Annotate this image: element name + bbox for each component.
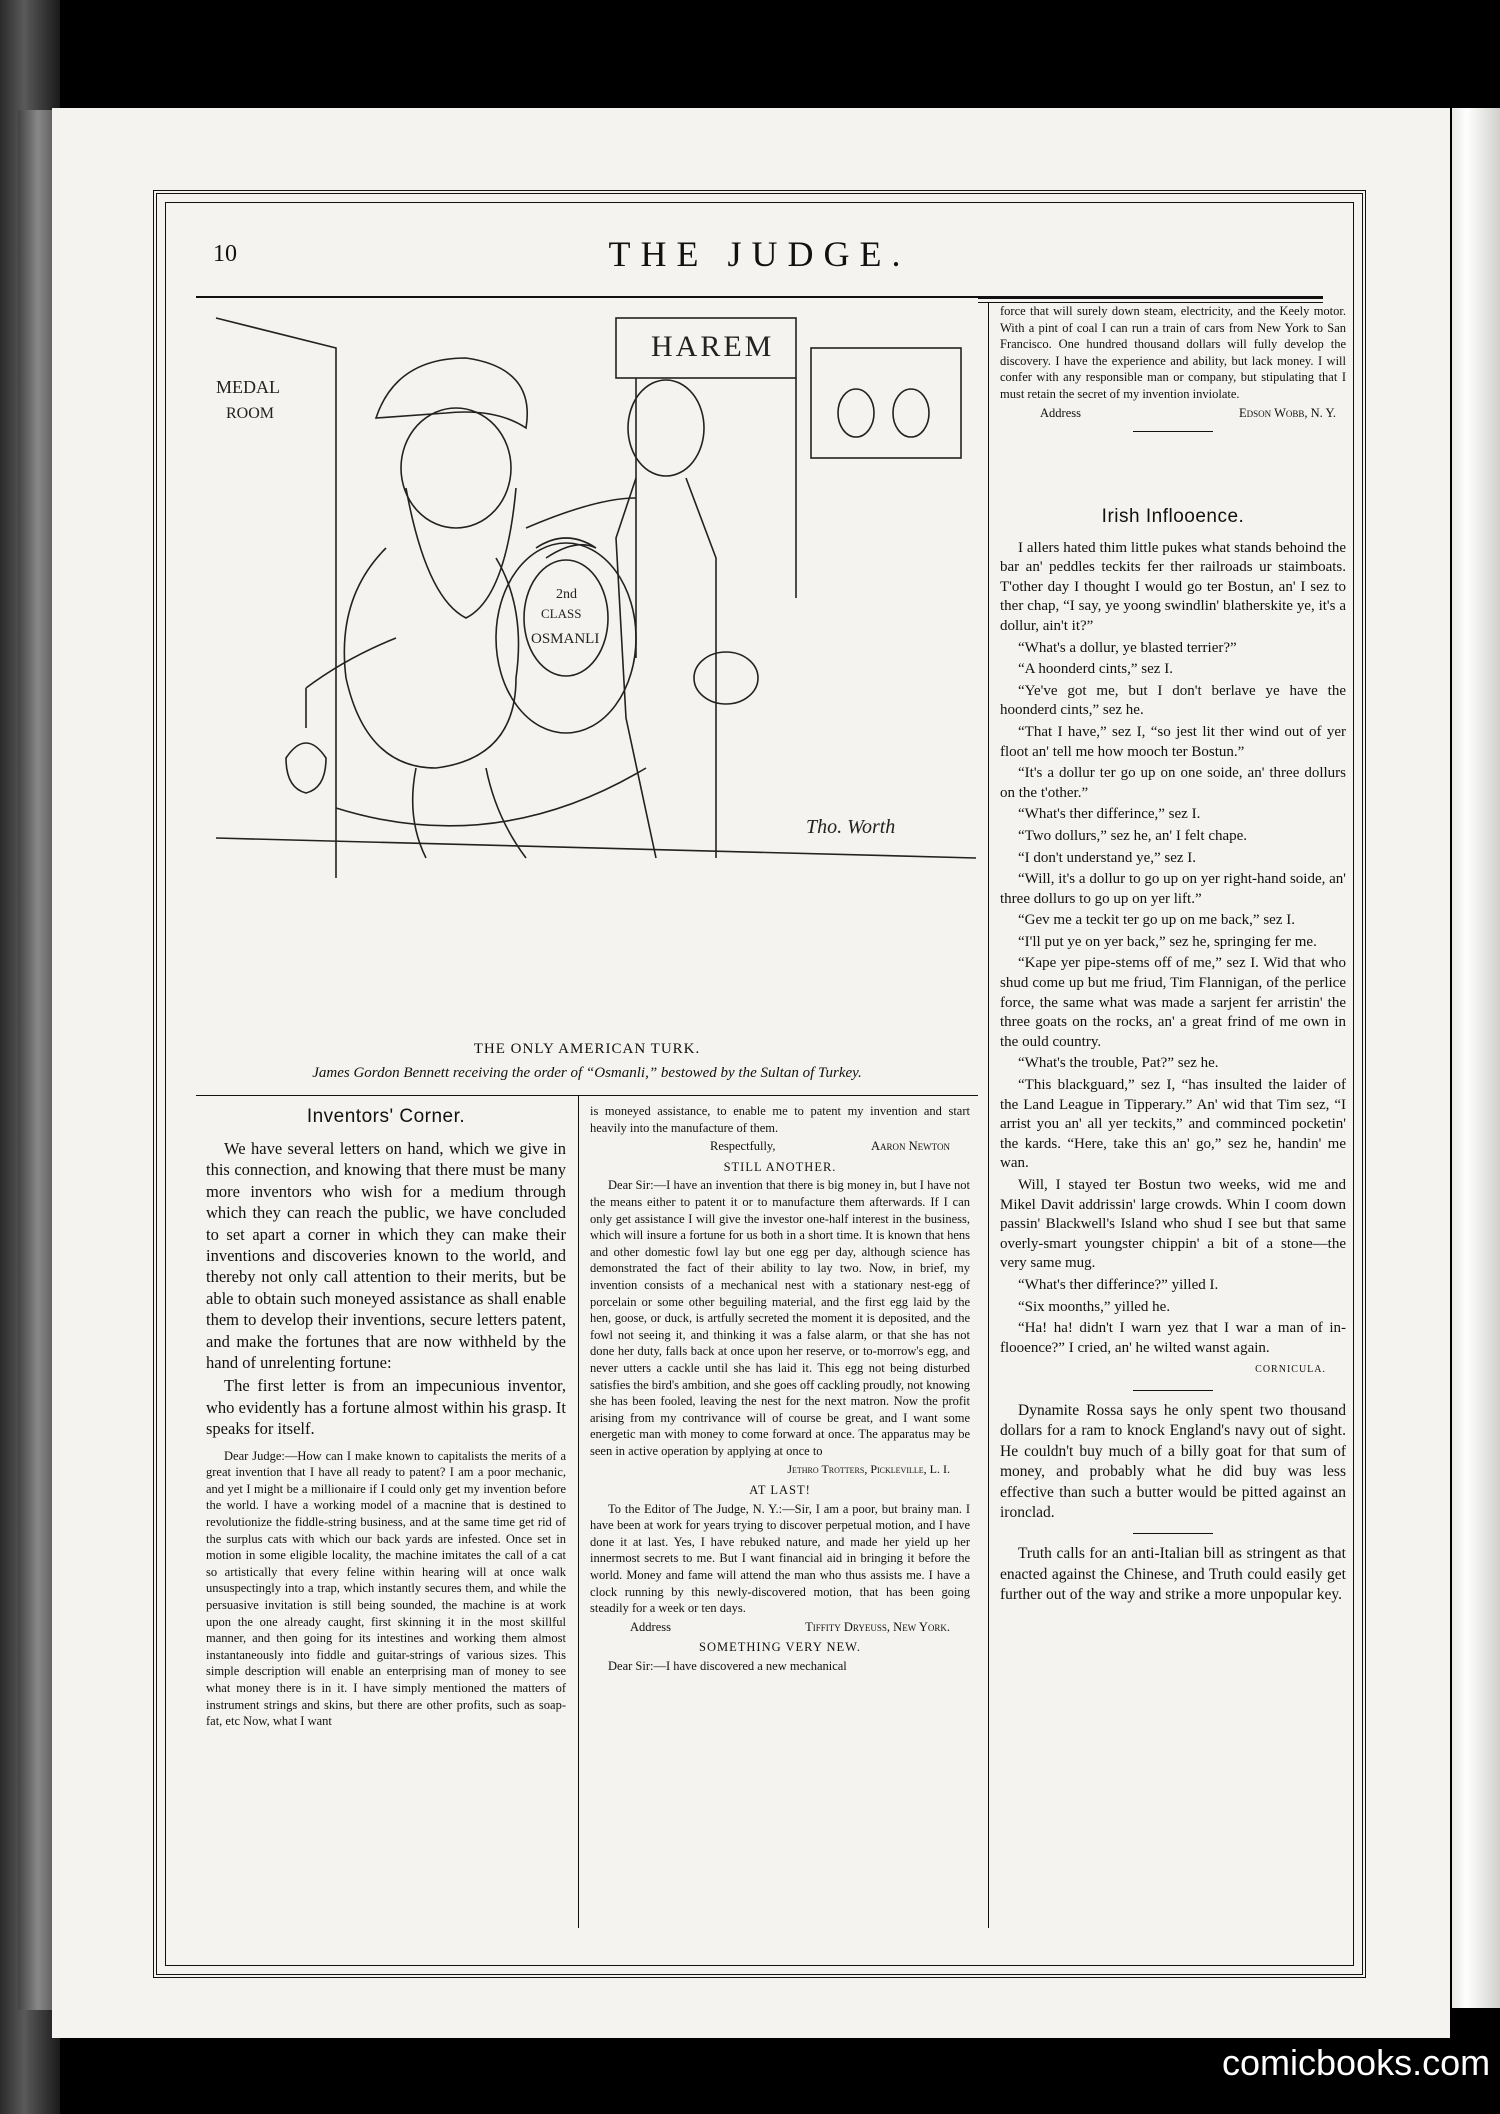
- arm-reaching: [526, 498, 636, 528]
- irish-paragraph: “That I have,” sez I, “so jest lit ther wind out of yer floot an' tell me how mooch ter Bostun.”: [1000, 723, 1346, 760]
- letter-2-body: Dear Sir:—I have an invention that there is big money in, but I have not the means either to patent it or to manufacture them afterwards. If I can only get assistance I will give the investor one-half interest in the business, which will insure a fortune for us both in a short time. It is known that hens and other domestic fowl lay but one egg per day, although science has demonstrated the fact of their ability to lay two. Now, in brief, my invention consists of a mechanical nest with a stationary nest-egg of porcelain or some other beguiling material, and the first egg laid by the hen, goose, or duck, is artfully secreted the moment it is deposited, and the fowl not seeing it, and thinking it was a false alarm, or that she has not done her duty, falls back at once upon her reserve, or to-morrow's egg, and never utters a cackle until she has laid it. This egg not being disturbed satisfies the bird's ambition, and she goes off cackling proudly, not knowing she has been fooled, leaving the nest for the next matron. Now the profit arising from my contrivance will of course be great, and I want some energetic man with money to come forward at once. The apparatus may be seen in active operation by applying at once to: [590, 1178, 970, 1458]
- letter-4-start: Dear Sir:—I have discovered a new mechanical: [608, 1659, 847, 1673]
- turban: [376, 358, 527, 428]
- inventors-heading: Inventors' Corner.: [306, 1106, 466, 1127]
- letter-4-address: Address: [1040, 405, 1081, 420]
- letter-2-signature: Jethro Trotters, Pickleville, L. I.: [787, 1462, 950, 1477]
- letter-1-close: Respectfully,: [710, 1139, 776, 1154]
- page-number: 10: [213, 241, 237, 267]
- irish-paragraph: I allers hated thim little pukes what stands behoind the bar an' peddles teckits fer ther railroads ur staimboats. T'other day I thought I would go ter Bostun, an' I sez to ther chap, “I say, ye yoong swindlin' blatherskite ye, it's a dollur, ain't it?”: [1000, 539, 1346, 634]
- bennett-body: [616, 478, 716, 858]
- letter-4-continued: force that will surely down steam, electricity, and the Keely motor. With a pint of coal I can run a train of cars from New York to San Francisco. One hundred thousand dollars will fully develop the discovery. I have the experience and ability, but lack money. I will confer with any responsible man or company, but stipulating that I must retain the secret of my invention inviolate.: [1000, 304, 1346, 401]
- turk-head: [401, 408, 511, 528]
- irish-paragraph: “Two dollurs,” sez he, an' I felt chape.: [1018, 827, 1248, 844]
- note-divider: [1133, 1533, 1213, 1534]
- page-frame: [153, 190, 1366, 1978]
- cartoon-caption-subtitle: James Gordon Bennett receiving the order of “Osmanli,” bestowed by the Sultan of Turkey.: [312, 1065, 862, 1081]
- note-truth: Truth calls for an anti-Italian bill as stringent as that enacted against the Chinese, and Truth could easily get further out of the way and strike a more unpopular key.: [1000, 1545, 1346, 1604]
- letter-1-signature: Aaron Newton: [870, 1139, 950, 1154]
- letter-3-signoff: [590, 1619, 970, 1636]
- hookah: [286, 743, 326, 793]
- note-divider: [1133, 1390, 1213, 1391]
- irish-paragraph: “Gev me a teckit ter go up on me back,” sez I.: [1018, 912, 1295, 929]
- irish-paragraph: “Ha! ha! didn't I warn yez that I war a man of in-flooence?” I cried, an' he wilted wanst again.: [1000, 1320, 1346, 1356]
- irish-paragraph: “A hoonderd cints,” sez I.: [1018, 661, 1173, 678]
- irish-paragraph: “Kape yer pipe-stems off of me,” sez I. Wid that who shud come up but me friud, Tim Flannigan, of the perlice force, the same what was made a sarjent fer arristin' the three goats on the rocks, an' a great frind of me own in the ould country.: [1000, 955, 1346, 1050]
- inventors-intro-2: The first letter is from an impecunious inventor, who evidently has a fortune almost within his grasp. It speaks for itself.: [206, 1376, 566, 1439]
- medal-text-line3: OSMANLI: [531, 631, 600, 647]
- room-sign-text: ROOM: [226, 405, 275, 422]
- irish-paragraph: “Ye've got me, but I don't berlave ye have the hoonderd cints,” sez he.: [1000, 682, 1346, 719]
- turk-robe: [344, 548, 518, 768]
- something-new-heading: SOMETHING VERY NEW.: [699, 1640, 861, 1655]
- irish-paragraph: “I don't understand ye,” sez I.: [1018, 849, 1197, 866]
- right-column-top: [1000, 303, 1346, 442]
- still-another-heading: STILL ANOTHER.: [723, 1159, 837, 1174]
- irish-signature: CORNICULA.: [1255, 1364, 1326, 1376]
- irish-paragraph: “What's a dollur, ye blasted terrier?”: [1018, 639, 1237, 656]
- masthead-title: THE JUDGE.: [608, 234, 911, 274]
- irish-paragraph: “Will, it's a dollur to go up on yer right-hand soide, an' three dollurs to go up on yer lift.”: [1000, 871, 1346, 907]
- irish-paragraph: “What's ther differince?” yilled I.: [1018, 1276, 1219, 1293]
- irish-paragraph: “This blackguard,” sez I, “has insulted the laider of the Land League in Tipperary.” An' wid that Tim sez, “I arrist you an' all yer teckits,” and comminced pocketin' the kards. “Here, take this an' go,” sez he, handin' me wan.: [1000, 1077, 1346, 1172]
- artist-signature: Tho. Worth: [806, 816, 896, 838]
- irish-paragraph: “Six moonths,” yilled he.: [1018, 1298, 1171, 1315]
- irish-column: [1000, 503, 1346, 1608]
- column-divider-middle: [578, 1095, 579, 1928]
- cartoon-illustration: [196, 298, 978, 878]
- next-page-edge: [1452, 108, 1500, 2008]
- irish-paragraph: Will, I stayed ter Bostun two weeks, wid me and Mikel Davit addrissin' large crowds. Whin I coom down passin' Blackwell's Island who shud I see but that same overly-smart youngster chippin' a bit of a stone—the very same mug.: [1000, 1177, 1346, 1272]
- medal-text-line2: CLASS: [541, 606, 582, 621]
- hat-in-hand: [694, 652, 758, 704]
- at-last-heading: AT LAST!: [749, 1483, 811, 1498]
- section-divider: [1133, 431, 1213, 432]
- irish-heading: Irish Inflooence.: [1101, 506, 1245, 527]
- irish-paragraph: “It's a dollur ter go up on one soide, an' three dollurs on the t'other.”: [1000, 765, 1346, 801]
- column-divider-right: [988, 303, 989, 1928]
- note-rossa: Dynamite Rossa says he only spent two thousand dollars for a ram to knock England's navy out of sight. He couldn't buy much of a billy goat for that sum of money, and probably what he did buy was less effective than such a butter would be pitted against an ironclad.: [1000, 1401, 1346, 1521]
- inventors-column-middle: [590, 1103, 970, 1677]
- inventors-column-left: [206, 1103, 566, 1732]
- letter-1-signoff: [590, 1138, 970, 1155]
- caption-divider: [196, 1095, 978, 1096]
- page-frame-inner: [165, 202, 1354, 1966]
- bennett-head: [628, 380, 704, 476]
- cartoon-drawing: [196, 298, 978, 878]
- irish-paragraph: “I'll put ye on yer back,” sez he, springing fer me.: [1018, 933, 1317, 950]
- scimitar: [336, 768, 646, 826]
- turk-beard: [406, 488, 516, 618]
- irish-paragraph: “What's the trouble, Pat?” sez he.: [1018, 1055, 1219, 1072]
- site-watermark: comicbooks.com: [1222, 2042, 1491, 2083]
- medal-sign-text: MEDAL: [216, 377, 280, 397]
- letter-3-address: Address: [630, 1619, 671, 1634]
- letter-4-signoff: [1000, 405, 1346, 422]
- irish-paragraph: “What's ther differince,” sez I.: [1018, 806, 1201, 823]
- letter-3-body: To the Editor of The Judge, N. Y.:—Sir, I am a poor, but brainy man. I have been at work for years trying to discover perpetual motion, and I have done it at last. Yes, I have rebuked nature, and made her yield up her innermost secrets to me. But I want financial aid in bringing it before the world. Money and fame will attend the man who thus assists me. I have a clock running by this newly-discovered motion, that has been going steadily for a week or ten days.: [590, 1501, 970, 1616]
- letter-3-signature: Tiffity Dryeuss, New York.: [805, 1619, 950, 1634]
- letter-1-continued: is moneyed assistance, to enable me to patent my invention and start heavily into the manufacture of them.: [590, 1104, 970, 1135]
- cartoon-caption-title: THE ONLY AMERICAN TURK.: [473, 1041, 701, 1057]
- harem-window: [811, 348, 961, 458]
- medal-text-line1: 2nd: [556, 587, 577, 602]
- letter-1-body: Dear Judge:—How can I make known to capitalists the merits of a great invention that I have all ready to patent? I am a poor mechanic, and yet I might be a millionaire if I could only get my invention before the world. I have a working model of a macnine that is destined to revolutionize the fiddle-string business, and at the same time get rid of the surplus cats with which our back yards are infested. Once set in motion in some eligible locality, the machine imitates the call of a cat so artistically that every feline within hearing will at once walk unsuspectingly into a trap, which instantly secures them, and while the persuasive invitation is still being sounded, the machine is at work upon the one already caught, first skinning it in the most skillful manner, and then going for its intestines and working them almost instantaneously into fiddle and guitar-strings of various sizes. This simple description will enable an enterprising man of money to see what money there is in it. I have simply mentioned the matters of instrument strings and skins, but there are other profits, such as soap-fat, etc Now, what I want: [206, 1448, 566, 1729]
- letter-4-signature: Edson Wobb, N. Y.: [1239, 405, 1336, 420]
- harem-sign-text: HAREM: [651, 330, 775, 363]
- inventors-intro-1: We have several letters on hand, which we give in this connection, and knowing that there must be many more inventors who wish for a medium through which they can reach the public, we have concluded to set apart a corner in which they can make their inventions and discoveries known to the world, and thereby not only call attention to their merits, but be able to obtain such moneyed assistance as shall enable them to develop their inventions, secure letters patent, and make the fortunes that are now withheld by the hand of unrelenting fortune:: [206, 1139, 566, 1373]
